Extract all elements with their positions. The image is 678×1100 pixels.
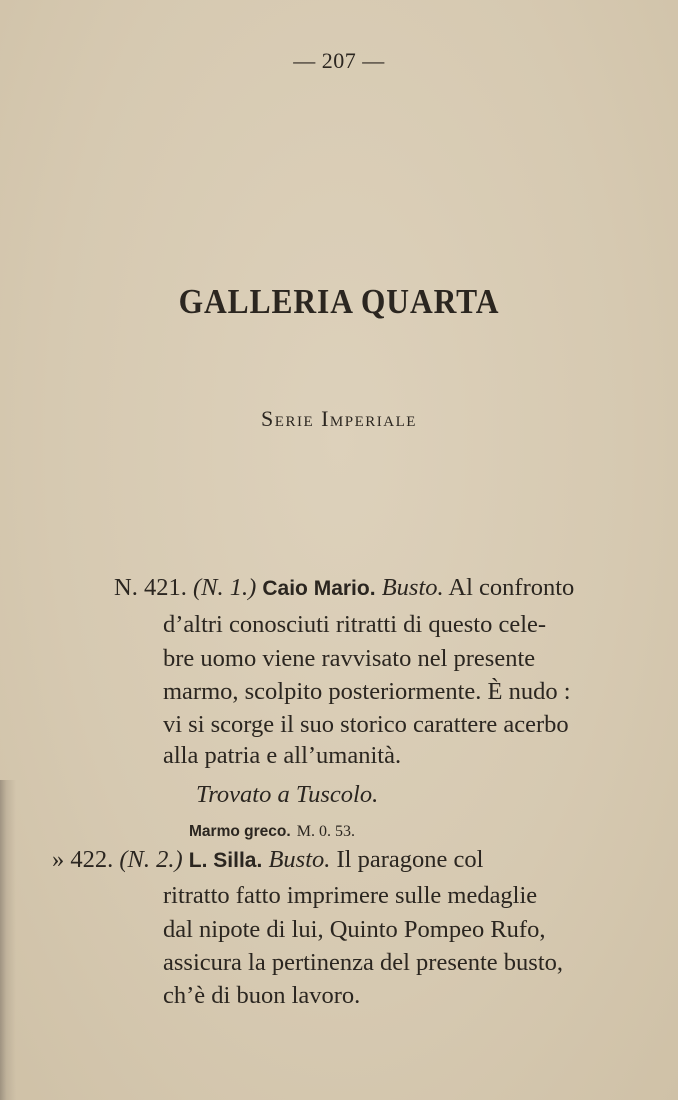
entry-subject: L. Silla. xyxy=(188,849,263,872)
entry-header-line xyxy=(114,574,574,602)
entry-text-line: dal nipote di lui, Quinto Pompeo Rufo, xyxy=(163,916,546,943)
entry-text-line: bre uomo viene ravvisato nel presente xyxy=(163,645,536,672)
entry-provenance: Trovato a Tuscolo. xyxy=(196,781,379,808)
entry-material: Marmo greco. xyxy=(189,823,291,840)
entry-material-line xyxy=(189,815,355,843)
entry-text-line: vi si scorge il suo storico carattere acerbo xyxy=(163,711,569,738)
entry-text-line: marmo, scolpito posteriormente. È nudo : xyxy=(163,678,571,705)
entry-type: Busto. xyxy=(381,574,444,601)
entry-number: N. 421. xyxy=(114,574,187,601)
section-subtitle: Serie Imperiale xyxy=(261,406,417,431)
section-title: GALLERIA QUARTA xyxy=(178,282,500,321)
entry-text-line: ch’è di buon lavoro. xyxy=(163,982,361,1009)
binding-edge xyxy=(0,780,16,1100)
entry-measure: M. 0. 53. xyxy=(296,823,355,840)
entry-text-line: ritratto fatto imprimere sulle medaglie xyxy=(163,882,538,909)
entry-text: Il paragone col xyxy=(336,846,484,873)
page-number: — 207 — xyxy=(293,48,385,73)
entry-subject: Caio Mario. xyxy=(262,577,376,600)
entry-text: Al confronto xyxy=(448,574,575,601)
entry-number: » 422. xyxy=(52,846,114,873)
entry-header-line xyxy=(52,846,483,874)
entry-text-line: assicura la pertinenza del presente busto, xyxy=(163,949,564,976)
entry-ref: (N. 1.) xyxy=(192,574,257,601)
entry-text-line: d’altri conosciuti ritratti di questo cele- xyxy=(163,611,547,638)
entry-ref: (N. 2.) xyxy=(119,846,183,873)
entry-type: Busto. xyxy=(268,846,331,873)
entry-text-line: alla patria e all’umanità. xyxy=(163,742,402,769)
